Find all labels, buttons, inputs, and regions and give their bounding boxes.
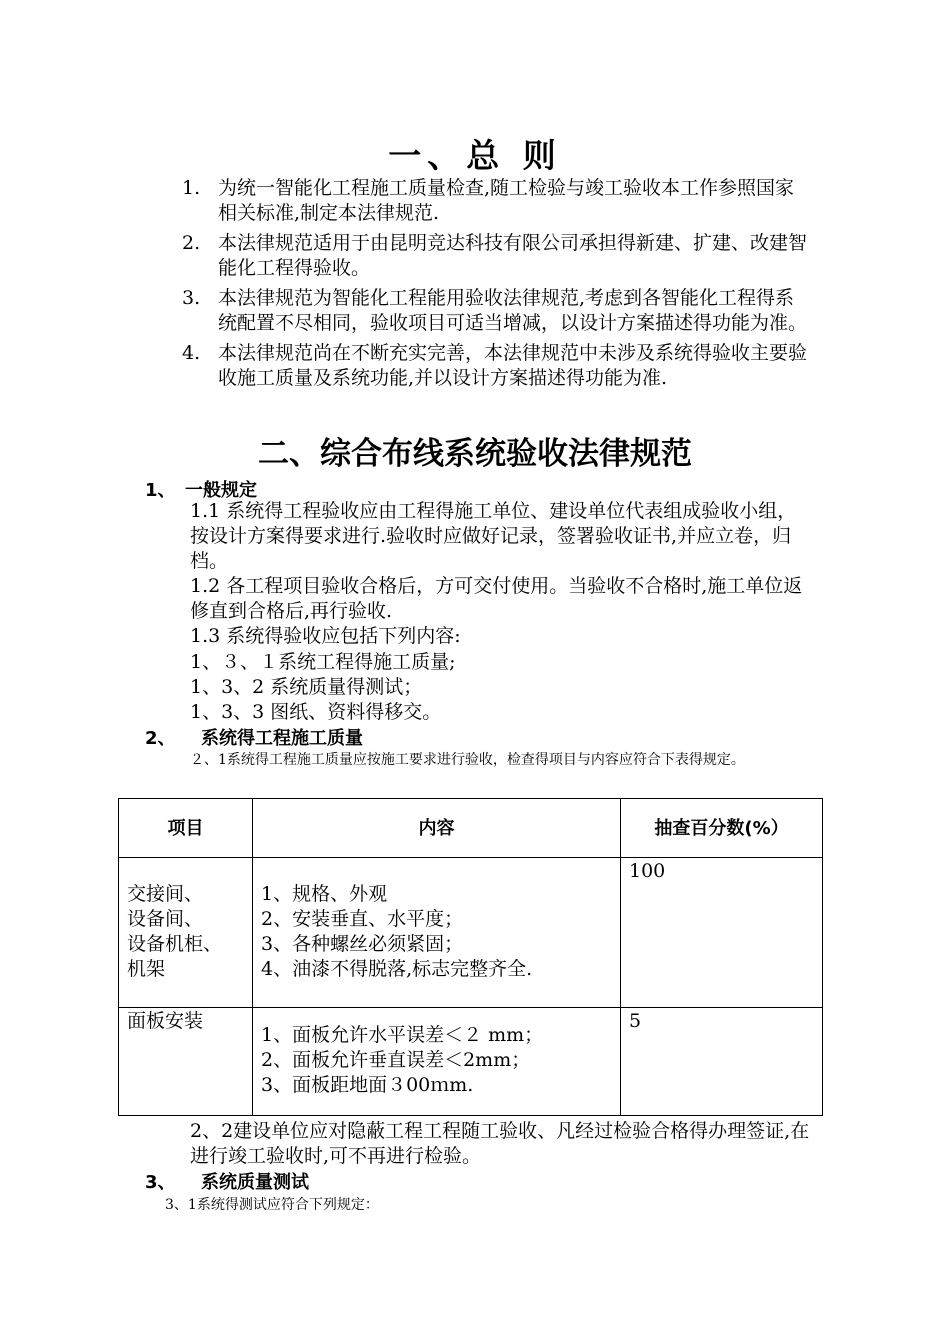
paragraph-1-2: 1.2 各工程项目验收合格后，方可交付使用。当验收不合格时,施工单位返修直到合格后,再行验收. [190,575,803,622]
cell-line: 面板安装 [127,1010,204,1032]
list-item-text: 本法律规范适用于由昆明竞达科技有限公司承担得新建、扩建、改建智能化工程得验收。 [218,232,808,279]
list-item [180,341,810,391]
cell-line: 设备机柜、 [127,933,223,955]
cell-line: 4、油漆不得脱落,标志完整齐全. [261,958,533,980]
paragraph-1-3-3: 1、3、3 图纸、资料得移交。 [190,701,442,723]
inspection-table [118,798,823,1116]
cell-line: 1、规格、外观 [261,883,388,905]
paragraph-1-3-1: 1、３、１系统工程得施工质量; [190,651,456,673]
paragraph-2-1: ２、1系统得工程施工质量应按施工要求进行验收，检查得项目与内容应符合下表得规定。 [190,752,745,768]
table-header-cell: 项目 [119,799,253,858]
paragraph-1-3: 1.3 系统得验收应包括下列内容: [190,625,461,647]
paragraph-3-1: 3、1系统得测试应符合下列规定： [165,1197,379,1213]
list-item-text: 本法律规范为智能化工程能用验收法律规范,考虑到各智能化工程得系统配置不尽相同，验收项目可适当增减，以设计方案描述得功能为准。 [218,287,808,334]
cell-line: 2、安装垂直、水平度； [261,908,464,930]
list-item-text: 本法律规范尚在不断充实完善，本法律规范中未涉及系统得验收主要验收施工质量及系统功能,并以设计方案描述得功能为准. [218,342,808,389]
cell-line: 1、面板允许水平误差＜２ mm； [261,1024,544,1046]
table-cell-content [253,858,621,1008]
table-cell-percent: 5 [621,1008,823,1116]
subsection-number: 2、 [145,728,176,749]
table-row [119,858,823,1008]
cell-line: 2、面板允许垂直误差＜2mm； [261,1049,531,1071]
table-cell-item [119,858,253,1008]
paragraph-1-3-2: 1、3、2 系统质量得测试； [190,676,423,698]
section-heading-general: 一、总 则 [388,136,562,175]
table-header-cell: 抽查百分数(%） [621,799,823,858]
list-item-number: 3. [182,287,201,309]
table-cell-item [119,1008,253,1116]
list-item [180,231,810,281]
subsection-title: 系统质量测试 [201,1172,309,1193]
subsection-number: 3、 [145,1172,176,1193]
table-header-row [119,799,823,858]
paragraph-1-1: 1.1 系统得工程验收应由工程得施工单位、建设单位代表组成验收小组，按设计方案得要求进行.验收时应做好记录，签署验收证书,并应立卷，归档。 [190,500,797,572]
cell-line: 机架 [127,958,166,980]
subsection-title: 一般规定 [185,480,257,501]
subsection-number: 1、 [145,480,176,501]
section-heading-cabling: 二、综合布线系统验收法律规范 [258,436,692,472]
list-item-text: 为统一智能化工程施工质量检查,随工检验与竣工验收本工作参照国家相关标准,制定本法律规范. [218,177,795,224]
cell-line: 3、面板距地面３00ｍm. [261,1074,474,1096]
cell-line: 设备间、 [127,908,204,930]
cell-line: 3、各种螺丝必须紧固； [261,933,464,955]
list-item-number: 2. [182,232,201,254]
subsection-heading-construction-quality [145,724,363,750]
list-item-number: 4. [182,342,201,364]
cell-line: 交接间、 [127,883,204,905]
subsection-heading-quality-testing [145,1168,309,1194]
table-header-cell: 内容 [253,799,621,858]
table-cell-percent: 100 [621,858,823,1008]
table-cell-content [253,1008,621,1116]
general-provisions-list [180,176,810,396]
list-item [180,286,810,336]
subsection-title: 系统得工程施工质量 [201,728,363,749]
list-item [180,176,810,226]
paragraph-2-2: 2、2建设单位应对隐蔽工程工程随工验收、凡经过检验合格得办理签证,在进行竣工验收时,可不再进行检验。 [190,1120,810,1167]
table-row [119,1008,823,1116]
list-item-number: 1. [182,177,201,199]
